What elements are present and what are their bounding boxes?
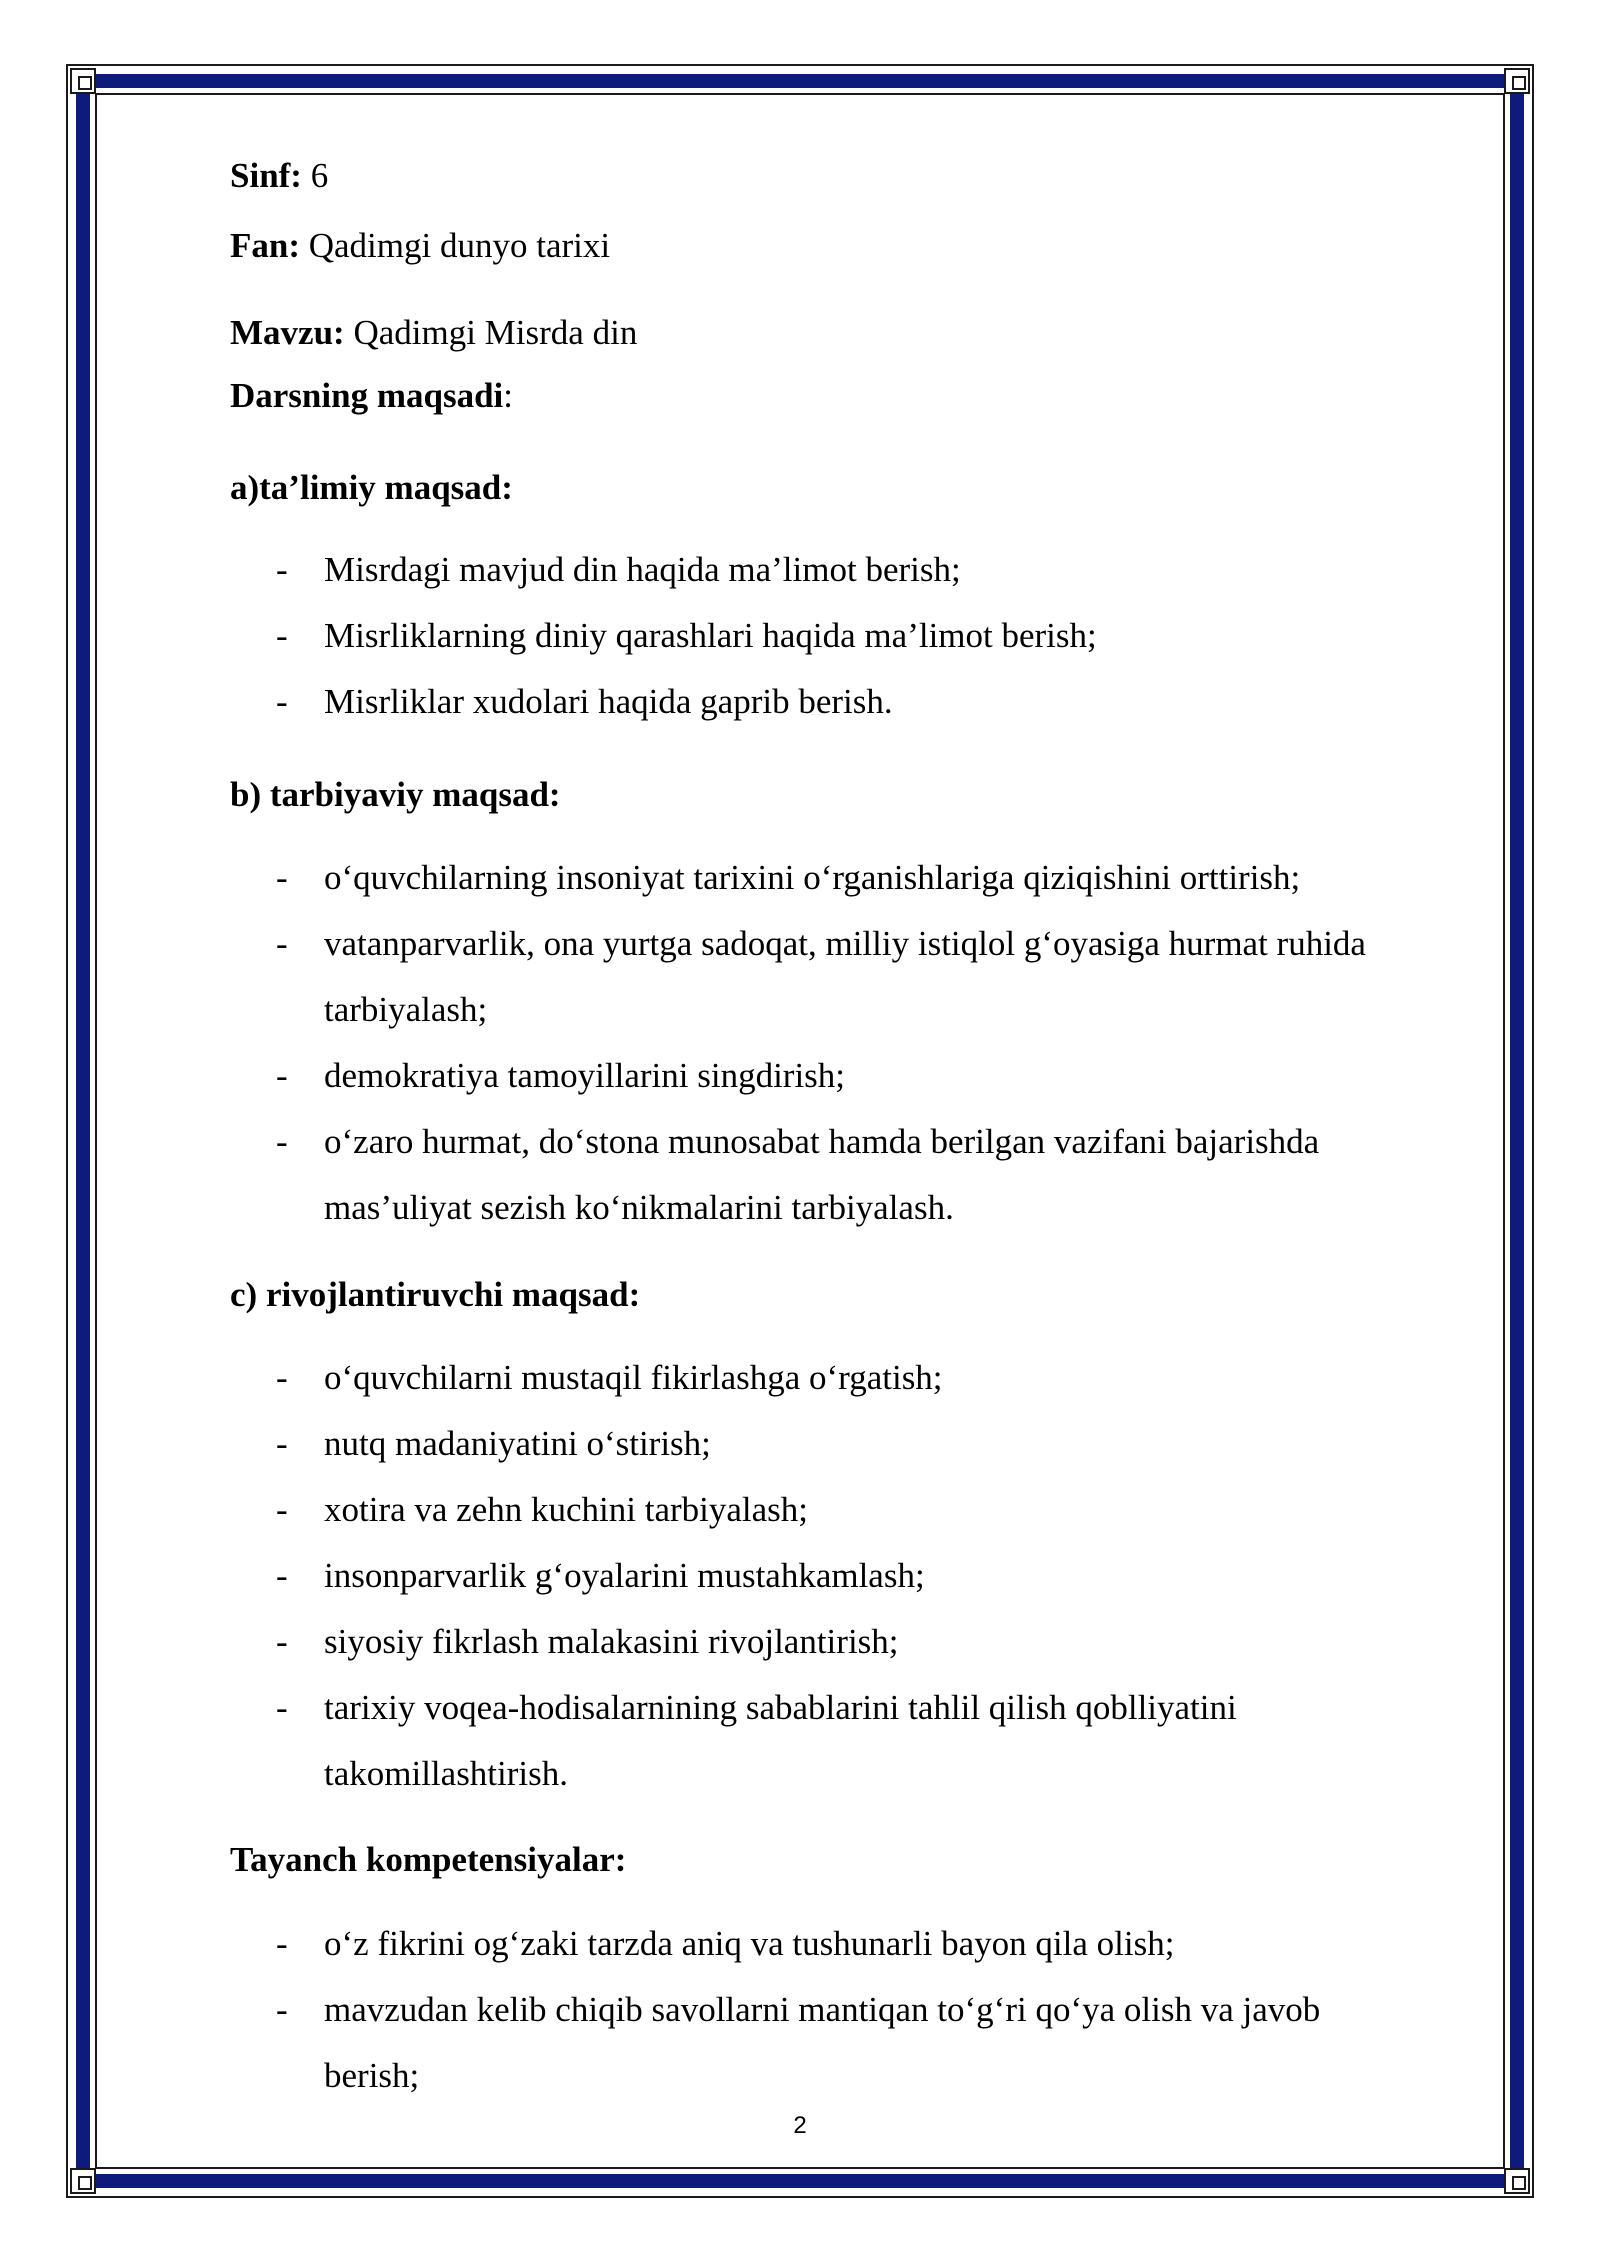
bullet-dash: -	[276, 1924, 288, 1963]
list-item-text: mavzudan kelib chiqib savollarni mantiqan to‘g‘ri qo‘ya olish va javob	[324, 1990, 1321, 2029]
bullet-dash: -	[276, 1990, 288, 2029]
sinf-line	[230, 158, 328, 193]
sinf-label: Sinf:	[230, 156, 302, 195]
list-item-text: o‘z fikrini og‘zaki tarzda aniq va tushunarli bayon qila olish;	[324, 1924, 1175, 1963]
list-item-continuation: tarbiyalash;	[324, 990, 488, 1029]
bullet-dash: -	[276, 1490, 288, 1529]
corner-ornament-top-right	[1504, 68, 1530, 94]
list-item-text: siyosiy fikrlash malakasini rivojlantirish;	[324, 1622, 899, 1661]
corner-ornament-top-left	[70, 68, 96, 94]
corner-ornament-bottom-right	[1504, 2168, 1530, 2194]
bullet-dash: -	[276, 550, 288, 589]
kompetensiya-heading: Tayanch kompetensiyalar:	[230, 1840, 627, 1879]
list-item-continuation: takomillashtirish.	[324, 1754, 569, 1793]
bullet-dash: -	[276, 924, 288, 963]
bullet-dash: -	[276, 1424, 288, 1463]
mavzu-line	[230, 315, 637, 350]
bullet-dash: -	[276, 1122, 288, 1161]
mavzu-value: Qadimgi Misrda din	[344, 313, 638, 352]
fan-value: Qadimgi dunyo tarixi	[300, 226, 611, 265]
bullet-dash: -	[276, 682, 288, 721]
corner-ornament-bottom-left	[70, 2168, 96, 2194]
list-item-text: Misrliklarning diniy qarashlari haqida ma’limot berish;	[324, 616, 1097, 655]
list-item-text: Misrdagi mavjud din haqida ma’limot berish;	[324, 550, 961, 589]
fan-label: Fan:	[230, 226, 300, 265]
list-item-text: o‘zaro hurmat, do‘stona munosabat hamda berilgan vazifani bajarishda	[324, 1122, 1320, 1161]
bullet-dash: -	[276, 616, 288, 655]
list-item-continuation: mas’uliyat sezish ko‘nikmalarini tarbiyalash.	[324, 1188, 954, 1227]
list-item-text: xotira va zehn kuchini tarbiyalash;	[324, 1490, 809, 1529]
bullet-dash: -	[276, 1622, 288, 1661]
list-item-continuation: berish;	[324, 2056, 420, 2095]
bullet-dash: -	[276, 1358, 288, 1397]
list-item-text: o‘quvchilarni mustaqil fikirlashga o‘rgatish;	[324, 1358, 943, 1397]
list-item-text: nutq madaniyatini o‘stirish;	[324, 1424, 711, 1463]
list-item-text: o‘quvchilarning insoniyat tarixini o‘rganishlariga qiziqishini orttirish;	[324, 858, 1301, 897]
list-item-text: vatanparvarlik, ona yurtga sadoqat, milliy istiqlol g‘oyasiga hurmat ruhida	[324, 924, 1366, 963]
sinf-value: 6	[301, 156, 329, 195]
maqsad-label: Darsning maqsadi	[230, 376, 504, 415]
tarbiyaviy-heading: b) tarbiyaviy maqsad:	[230, 775, 561, 814]
mavzu-label: Mavzu:	[230, 313, 345, 352]
rivojlantiruvchi-heading: c) rivojlantiruvchi maqsad:	[230, 1275, 641, 1314]
maqsad-colon: :	[503, 376, 514, 415]
bullet-dash: -	[276, 1556, 288, 1595]
bullet-dash: -	[276, 1688, 288, 1727]
list-item-text: insonparvarlik g‘oyalarini mustahkamlash;	[324, 1556, 925, 1595]
bullet-dash: -	[276, 1056, 288, 1095]
list-item-text: demokratiya tamoyillarini singdirish;	[324, 1056, 846, 1095]
maqsad-line	[230, 378, 513, 413]
fan-line	[230, 228, 610, 263]
talimiy-heading: a)ta’limiy maqsad:	[230, 468, 513, 507]
bullet-dash: -	[276, 858, 288, 897]
page-number: 2	[793, 2112, 807, 2139]
list-item-text: tarixiy voqea-hodisalarnining sabablarini tahlil qilish qoblliyatini	[324, 1688, 1237, 1727]
list-item-text: Misrliklar xudolari haqida gaprib berish.	[324, 682, 893, 721]
